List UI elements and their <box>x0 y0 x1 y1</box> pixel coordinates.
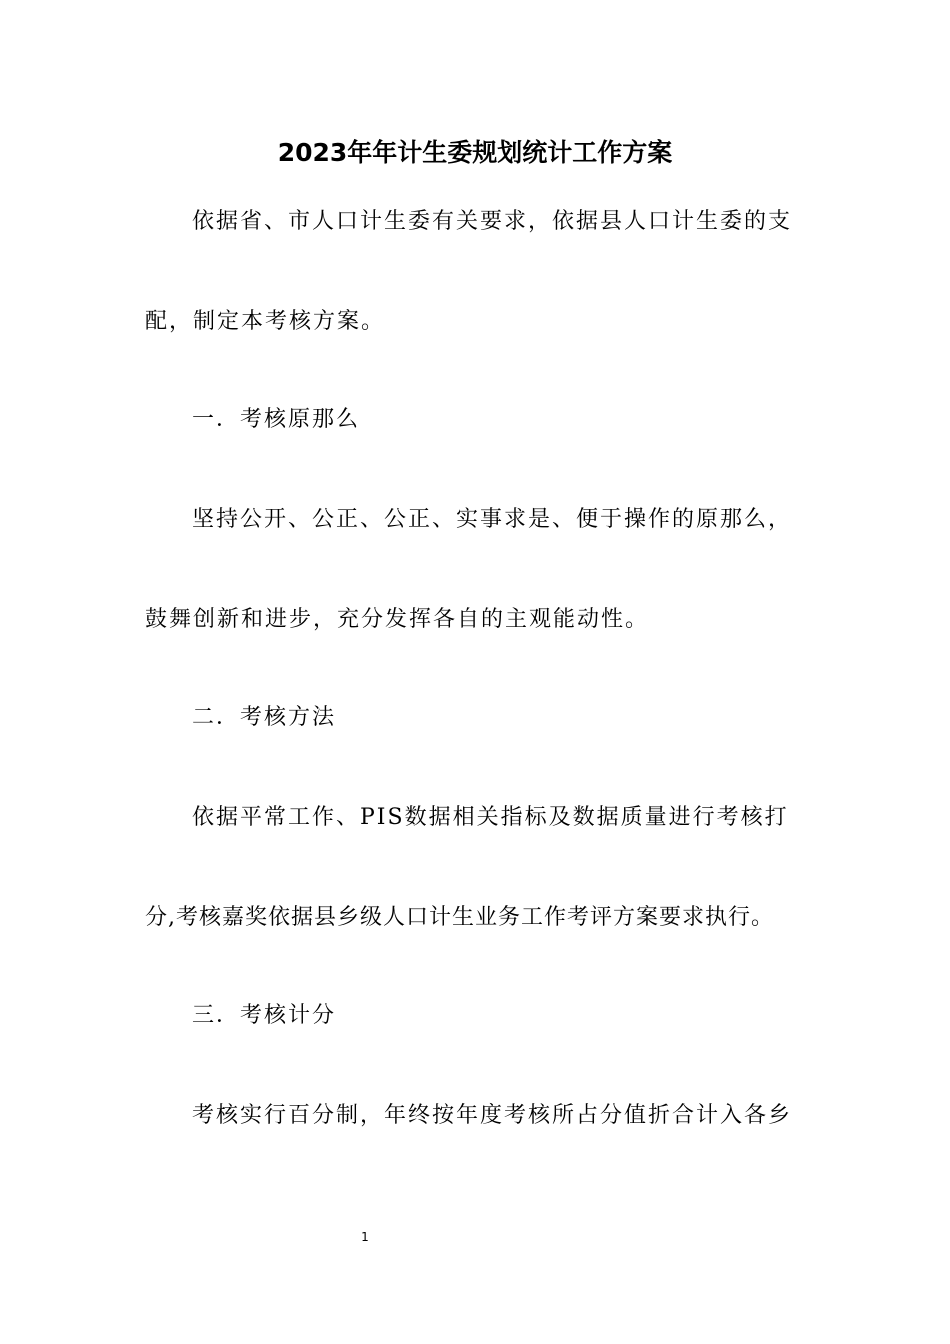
section-heading-3: 三．考核计分 <box>192 1003 337 1028</box>
section-heading-2: 二．考核方法 <box>192 705 337 730</box>
paragraph-intro-line-1: 依据省、市人口计生委有关要求，依据县人口计生委的支 <box>192 209 793 234</box>
paragraph-method-line-1: 依据平常工作、PIS数据相关指标及数据质量进行考核打 <box>192 805 789 830</box>
page-title: 2023年年计生委规划统计工作方案 <box>277 138 673 167</box>
paragraph-intro-line-2: 配，制定本考核方案。 <box>145 309 386 334</box>
section-heading-1: 一．考核原那么 <box>192 407 361 432</box>
paragraph-scoring-line-1: 考核实行百分制，年终按年度考核所占分值折合计入各乡 <box>192 1103 793 1128</box>
page-number: 1 <box>361 1230 369 1244</box>
paragraph-method-line-2: 分,考核嘉奖依据县乡级人口计生业务工作考评方案要求执行。 <box>145 905 774 930</box>
paragraph-principle-line-2: 鼓舞创新和进步，充分发挥各自的主观能动性。 <box>145 607 650 632</box>
paragraph-principle-line-1: 坚持公开、公正、公正、实事求是、便于操作的原那么， <box>192 507 793 532</box>
